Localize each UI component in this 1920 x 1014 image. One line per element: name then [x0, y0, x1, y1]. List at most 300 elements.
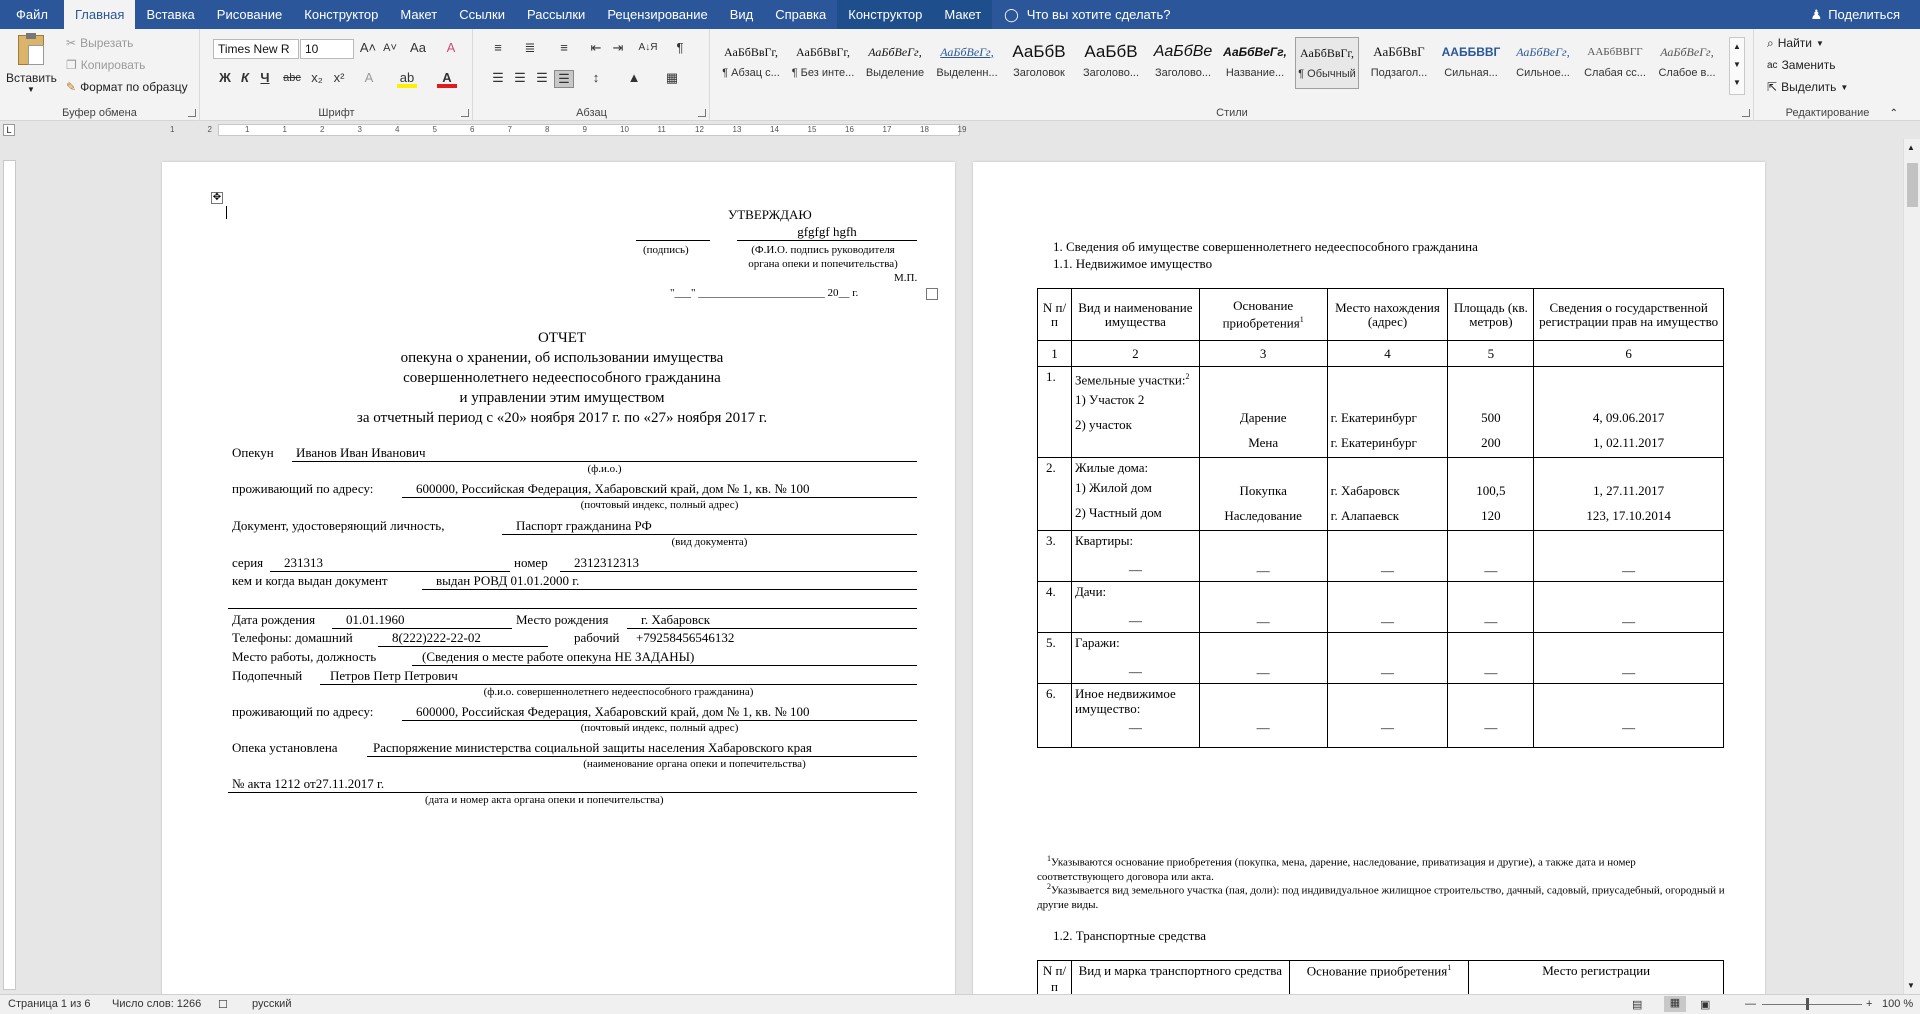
align-left-icon[interactable]: ☰ [492, 70, 504, 85]
phone-home-value: 8(222)222-22-02 [378, 630, 548, 647]
ward-address-label: проживающий по адресу: [232, 704, 374, 719]
property-place-cell [1327, 582, 1448, 633]
style-preview: АаБбВе [1153, 43, 1213, 60]
replace-icon: ac [1767, 59, 1778, 71]
empty-dash: — [1128, 562, 1142, 577]
style-preview: АаБбВеГг, [940, 44, 994, 59]
property-kind: Гаражи: [1074, 635, 1120, 650]
report-subtitle-1: опекуна о хранении, об использовании имущества [400, 350, 724, 366]
property-place-cell [1327, 458, 1448, 531]
style-item[interactable] [719, 37, 783, 89]
table-header-cell [1534, 289, 1724, 341]
word-count[interactable]: Число слов: 1266 [112, 998, 202, 1010]
tab-help[interactable]: Справка [775, 7, 827, 22]
property-area-cell [1448, 582, 1534, 633]
job-label: Место работы, должность [232, 649, 377, 664]
style-preview: АаБбВеГг, [868, 44, 922, 59]
property-kind: Земельные участки: [1074, 372, 1186, 388]
zoom-in-icon[interactable]: + [1866, 998, 1873, 1010]
tab-review[interactable]: Рецензирование [607, 7, 708, 22]
chevron-down-icon: ▼ [27, 85, 35, 94]
guardian-value: Иванов Иван Иванович [292, 445, 917, 462]
print-layout-icon[interactable]: ▦ [1664, 996, 1686, 1012]
ruler-mark: 12 [695, 125, 704, 134]
ruler-mark: 1 [245, 125, 250, 134]
align-center-icon[interactable]: ☰ [514, 70, 526, 85]
italic-button[interactable]: К [241, 70, 249, 85]
tab-view[interactable]: Вид [729, 7, 754, 22]
proofing-icon[interactable]: ☐ [218, 999, 228, 1011]
property-name: 2) Частный дом [1074, 505, 1162, 520]
format-painter-button[interactable] [66, 77, 188, 97]
property-place: г. Хабаровск [1330, 483, 1400, 498]
property-name: 2) участок [1074, 417, 1132, 433]
ruler-mark: 11 [657, 125, 666, 134]
font-color-button[interactable]: A [437, 70, 457, 88]
tab-layout[interactable]: Макет [400, 7, 438, 22]
clipboard-group-label: Буфер обмена [62, 107, 137, 119]
footnote-1-text: Указываются основание приобретения (покупка, мена, дарение, наследование, приватизация и другие), а также дата и номер соответствующего договора или акта. [1037, 856, 1636, 883]
dialog-launcher-icon[interactable] [1742, 109, 1750, 117]
column-number-cell: 1 [1038, 341, 1072, 367]
table-header-cell [1199, 289, 1327, 341]
style-item[interactable] [1295, 37, 1359, 89]
highlight-button[interactable]: ab [397, 70, 417, 88]
report-subtitle-3: и управлении этим имуществом [459, 390, 665, 406]
property-area: 120 [1481, 508, 1501, 523]
find-button[interactable] [1767, 33, 1824, 53]
footnote-mark: 1 [1299, 314, 1304, 324]
read-mode-icon[interactable]: ▤ [1632, 999, 1643, 1011]
empty-dash: — [1484, 563, 1498, 578]
cut-button[interactable] [66, 33, 133, 53]
style-preview: АаБбВеГг, [1223, 45, 1287, 59]
style-name: Сильная... [1444, 67, 1498, 79]
phones-label: Телефоны: домашний [232, 630, 353, 645]
style-preview: ААББВВГ [1441, 45, 1501, 59]
search-icon: ⌕ [1767, 35, 1774, 50]
ward-value: Петров Петр Петрович [320, 668, 917, 685]
underline-button[interactable]: Ч [260, 70, 270, 85]
style-item[interactable] [1511, 37, 1575, 89]
tab-references[interactable]: Ссылки [459, 7, 505, 22]
tab-file[interactable]: Файл [16, 7, 48, 22]
bold-button[interactable]: Ж [219, 70, 231, 85]
column-number-cell: 6 [1534, 341, 1724, 367]
address-note: (почтовый индекс, полный адрес) [580, 499, 739, 511]
status-bar [0, 994, 1920, 1014]
decrease-indent-icon[interactable]: ⇤ [590, 40, 602, 55]
change-case-button[interactable]: Aa [410, 40, 426, 55]
ribbon-tab-bar [0, 0, 1920, 29]
report-subtitle-2: совершеннолетнего недееспособного гражданина [403, 370, 721, 386]
horizontal-ruler[interactable] [0, 121, 1920, 139]
property-kind: Квартиры: [1074, 533, 1134, 548]
copy-icon: ❐ [66, 58, 77, 72]
empty-dash: — [1622, 614, 1636, 629]
style-preview: АаБбВвГг, [795, 44, 850, 59]
dialog-launcher-icon[interactable] [461, 109, 469, 117]
empty-dash: — [1256, 563, 1270, 578]
tab-selector[interactable]: L [3, 124, 15, 136]
empty-dash: — [1622, 665, 1636, 680]
property-place-cell [1327, 633, 1448, 684]
property-reg: 1, 27.11.2017 [1593, 483, 1665, 498]
justify-icon[interactable]: ☰ [554, 70, 574, 88]
property-place-cell [1327, 684, 1448, 748]
cursor-icon: ⇱ [1767, 80, 1778, 94]
vertical-scrollbar[interactable] [1903, 139, 1920, 994]
share-label: Поделиться [1828, 7, 1900, 22]
style-item[interactable] [1583, 37, 1647, 89]
property-area-cell [1448, 458, 1534, 531]
ward-note: (ф.и.о. совершеннолетнего недееспособного гражданина) [483, 686, 754, 698]
empty-dash: — [1256, 614, 1270, 629]
cut-label: Вырезать [80, 36, 134, 50]
style-name: Подзагол... [1370, 67, 1428, 79]
property-area-cell [1448, 684, 1534, 748]
guardian-label: Опекун [232, 445, 274, 460]
property-kind: Жилые дома: [1074, 460, 1149, 475]
approve-heading: УТВЕРЖДАЮ [728, 207, 812, 222]
replace-label: Заменить [1781, 58, 1836, 72]
property-kind-cell [1071, 582, 1199, 633]
tab-table-layout[interactable]: Макет [933, 0, 992, 29]
zoom-level[interactable]: 100 % [1882, 998, 1914, 1010]
style-preview: АаБбВвГг, [1299, 45, 1354, 60]
style-preview: АаБбВвГ [1373, 44, 1425, 59]
language-indicator[interactable]: русский [252, 998, 292, 1010]
paragraph-group [474, 29, 710, 121]
tell-me-text: Что вы хотите сделать? [1026, 7, 1171, 22]
table-row[interactable] [1038, 367, 1724, 458]
footnote-1-mark: 1 [1047, 854, 1051, 863]
mp-stamp: М.П. [894, 272, 918, 284]
empty-dash: — [1128, 720, 1142, 735]
multilevel-list-icon[interactable]: ≡ [560, 40, 568, 55]
property-kind: Дачи: [1074, 584, 1107, 599]
footnote-2 [1037, 880, 1725, 912]
ruler-mark: 4 [395, 125, 400, 134]
table-row[interactable] [1038, 684, 1724, 748]
style-name: ¶ Без инте... [791, 67, 855, 79]
birth-label: Дата рождения [232, 612, 316, 627]
select-label: Выделить [1781, 80, 1837, 94]
ruler-mark: 1 [170, 125, 175, 134]
line-spacing-icon[interactable]: ↕ [592, 70, 600, 85]
row-number-cell: 1. [1038, 367, 1072, 458]
row-number-cell: 6. [1038, 684, 1072, 748]
empty-dash: — [1484, 614, 1498, 629]
style-preview: АаБбВ [1012, 42, 1066, 61]
font-name-select[interactable]: Times New R [213, 39, 299, 59]
ruler-mark: 1 [282, 125, 287, 134]
table-row[interactable] [1038, 531, 1724, 582]
shrink-font-button[interactable]: A˅ [383, 42, 397, 54]
property-kind: Иное недвижимое имущество: [1074, 686, 1176, 716]
property-reg: 123, 17.10.2014 [1586, 508, 1671, 523]
number-label: номер [514, 555, 548, 570]
birthplace-value: г. Хабаровск [627, 612, 917, 629]
footnote-2-mark: 2 [1047, 882, 1051, 891]
custody-note: (наименование органа опеки и попечительства) [583, 758, 806, 770]
ruler-mark: 2 [320, 125, 325, 134]
signature-line [636, 240, 710, 241]
style-preview: АаБбВеГг, [1516, 44, 1570, 59]
property-kind-cell [1071, 458, 1199, 531]
zoom-slider-thumb[interactable] [1806, 998, 1809, 1010]
property-kind-cell [1071, 633, 1199, 684]
birth-value: 01.01.1960 [332, 612, 512, 629]
table-row[interactable] [1038, 458, 1724, 531]
ruler-mark: 7 [507, 125, 512, 134]
strikethrough-button[interactable]: abc [283, 72, 301, 84]
footnote-mark: 2 [1185, 372, 1190, 381]
empty-dash: — [1128, 664, 1142, 679]
approval-date-line: "___" _______________________ 20__ г. [670, 287, 859, 299]
property-kind-cell [1071, 367, 1199, 458]
pilcrow-button[interactable]: ¶ [676, 40, 684, 55]
tab-insert[interactable]: Вставка [146, 7, 195, 22]
style-name: ¶ Абзац с... [722, 67, 780, 79]
styles-group [711, 29, 1754, 121]
font-size-select[interactable]: 10 [300, 39, 354, 59]
property-reg-cell [1534, 531, 1724, 582]
header-text: Основание приобретения [1222, 297, 1300, 331]
ruler-mark: 15 [807, 125, 817, 134]
editing-group [1755, 29, 1900, 121]
tab-home[interactable]: Главная [64, 0, 135, 29]
custody-value: Распоряжение министерства социальной защиты населения Хабаровского края [367, 740, 917, 757]
style-item[interactable] [791, 37, 855, 89]
column-number-row [1038, 341, 1724, 367]
paste-button[interactable] [6, 35, 56, 101]
number-value: 2312312313 [560, 555, 917, 572]
find-label: Найти [1777, 36, 1812, 50]
style-preview: ААБбВВГГ [1587, 46, 1643, 58]
table-row[interactable] [1038, 582, 1724, 633]
property-area: 100,5 [1476, 483, 1506, 498]
web-layout-icon[interactable]: ▣ [1700, 999, 1711, 1011]
style-item[interactable] [1439, 37, 1503, 89]
property-reg-cell [1534, 582, 1724, 633]
style-name: Название... [1225, 67, 1285, 79]
share-button[interactable] [1811, 0, 1900, 29]
style-name: Заголово... [1082, 67, 1140, 79]
collapse-ribbon-icon[interactable]: ⌃ [1889, 108, 1898, 119]
page-count[interactable]: Страница 1 из 6 [8, 998, 91, 1010]
act-note: (дата и номер акта органа опеки и попечительства) [425, 794, 664, 806]
select-button[interactable] [1767, 77, 1848, 97]
document-page-2[interactable] [973, 162, 1765, 1000]
real-estate-table[interactable] [1037, 288, 1724, 748]
tab-mailings[interactable]: Рассылки [526, 7, 586, 22]
ruler-mark: 19 [957, 125, 967, 134]
dialog-launcher-icon[interactable] [698, 109, 706, 117]
replace-button[interactable] [1767, 55, 1836, 75]
style-name: Сильное... [1516, 67, 1570, 79]
property-place-cell [1327, 531, 1448, 582]
superscript-button[interactable]: x² [333, 70, 345, 85]
property-basis-cell [1199, 684, 1327, 748]
copy-label: Копировать [80, 58, 146, 72]
scroll-thumb[interactable] [1907, 163, 1918, 207]
ruler-mark: 9 [582, 125, 587, 134]
table-header-cell [1448, 289, 1534, 341]
empty-dash: — [1484, 665, 1498, 680]
tell-me-box[interactable] [1004, 7, 1170, 23]
zoom-slider[interactable] [1762, 1004, 1862, 1005]
tab-design[interactable]: Конструктор [304, 7, 379, 22]
tab-table-design[interactable]: Конструктор [837, 0, 933, 29]
ruler-mark: 17 [882, 125, 892, 134]
paste-label: Вставить [6, 71, 57, 85]
table-header-cell [1071, 289, 1199, 341]
custody-label: Опека установлена [232, 740, 338, 755]
property-basis: Мена [1248, 435, 1279, 450]
section-1-heading: 1. Сведения об имуществе совершеннолетнего недееспособного гражданина [1053, 239, 1478, 254]
table-move-handle-icon[interactable]: ✥ [212, 192, 222, 203]
editing-group-label: Редактирование [1785, 107, 1870, 119]
footnote-mark: 1 [1447, 963, 1452, 972]
property-area: 200 [1481, 435, 1501, 450]
ward-address-note: (почтовый индекс, полный адрес) [580, 722, 739, 734]
style-item[interactable] [863, 37, 927, 89]
style-item[interactable] [1223, 37, 1287, 89]
header-text: Вид и наименование имущества [1078, 299, 1193, 329]
grow-font-button[interactable]: A˄ [359, 40, 377, 55]
row-number-cell: 2. [1038, 458, 1072, 531]
style-item[interactable] [1079, 37, 1143, 89]
property-area-cell [1448, 531, 1534, 582]
blank-line [228, 608, 917, 609]
clipboard-group [0, 29, 200, 121]
scroll-down-icon[interactable]: ▼ [1907, 981, 1915, 990]
numbering-icon[interactable]: ≣ [524, 40, 536, 55]
table-header-cell: Вид и марка транспортного средства [1071, 961, 1289, 1001]
align-right-icon[interactable]: ☰ [536, 70, 548, 85]
vertical-ruler[interactable] [3, 160, 16, 990]
header-text: Площадь (кв. метров) [1453, 299, 1528, 329]
scroll-up-icon[interactable]: ▲ [1907, 143, 1915, 152]
dialog-launcher-icon[interactable] [188, 109, 196, 117]
empty-dash: — [1622, 563, 1636, 578]
guardian-note: (ф.и.о.) [587, 463, 622, 475]
property-area: 500 [1481, 410, 1501, 425]
property-basis: Дарение [1239, 410, 1287, 425]
ward-address-value: 600000, Российская Федерация, Хабаровский край, дом № 1, кв. № 100 [402, 704, 917, 721]
clear-formatting-icon[interactable]: A [446, 40, 456, 55]
document-page-1[interactable] [162, 162, 955, 1000]
fio-caption-1: (Ф.И.О. подпись руководителя [751, 244, 895, 256]
report-period: за отчетный период с «20» ноября 2017 г. по «27» ноября 2017 г. [356, 410, 768, 426]
column-number-cell: 3 [1199, 341, 1327, 367]
property-reg-cell [1534, 458, 1724, 531]
style-name: Слабое в... [1658, 67, 1716, 79]
property-place: г. Екатеринбург [1330, 435, 1417, 450]
chevron-down-icon: ▼ [1815, 38, 1824, 48]
footnote-2-text: Указывается вид земельного участка (пая, доли): под индивидуальное жилищное строительство, дачный, садовый, приусадебный, огородный и другие виды. [1037, 884, 1725, 911]
empty-dash: — [1484, 720, 1498, 735]
style-name: Выделенн... [936, 67, 998, 79]
style-preview: АаБбВ [1084, 42, 1138, 61]
font-group-label: Шрифт [318, 107, 355, 119]
ruler-mark: 6 [470, 125, 475, 134]
ruler-mark: 16 [845, 125, 854, 134]
table-row[interactable] [1038, 633, 1724, 684]
property-reg-cell [1534, 684, 1724, 748]
property-basis-cell [1199, 367, 1327, 458]
increase-indent-icon[interactable]: ⇥ [612, 40, 624, 55]
signature-caption: (подпись) [643, 244, 689, 256]
job-value: (Сведения о месте работе опекуна НЕ ЗАДАНЫ) [412, 649, 917, 666]
tab-draw[interactable]: Рисование [216, 7, 283, 22]
section-1-1-heading: 1.1. Недвижимое имущество [1053, 256, 1213, 271]
property-kind-cell [1071, 684, 1199, 748]
property-kind-cell [1071, 531, 1199, 582]
style-item[interactable] [1655, 37, 1719, 89]
document-value: Паспорт гражданина РФ [502, 518, 917, 535]
issued-label: кем и когда выдан документ [232, 573, 388, 588]
style-item[interactable] [1151, 37, 1215, 89]
property-place: г. Алапаевск [1330, 508, 1400, 523]
table-header-cell [1327, 289, 1448, 341]
style-item[interactable] [1367, 37, 1431, 89]
shading-icon[interactable]: ▲ [627, 70, 641, 85]
checkbox-icon[interactable] [926, 288, 938, 300]
birthplace-label: Место рождения [516, 612, 609, 627]
fio-caption-2: органа опеки и попечительства) [748, 258, 898, 270]
address-label: проживающий по адресу: [232, 481, 374, 496]
bullets-icon[interactable]: ≡ [494, 40, 502, 55]
scissors-icon: ✂ [66, 36, 77, 50]
ruler-mark: 18 [920, 125, 929, 134]
copy-button[interactable] [66, 55, 145, 75]
chevron-down-icon: ▼ [1840, 82, 1849, 92]
work-phone-label: рабочий [574, 630, 620, 645]
phone-work-value: +79258456546132 [636, 630, 735, 645]
format-painter-label: Формат по образцу [80, 80, 188, 94]
property-basis-cell [1199, 531, 1327, 582]
style-name: Заголово... [1154, 67, 1212, 79]
subscript-button[interactable]: x₂ [311, 70, 323, 85]
sort-button[interactable]: А↓Я [638, 42, 658, 53]
ruler-mark: 14 [770, 125, 779, 134]
header-text: Место нахождения (адрес) [1335, 299, 1440, 329]
zoom-out-icon[interactable]: — [1745, 998, 1756, 1010]
empty-dash: — [1256, 665, 1270, 680]
borders-icon[interactable]: ▦ [665, 70, 679, 85]
empty-dash: — [1381, 563, 1395, 578]
property-name: 1) Участок 2 [1074, 392, 1145, 408]
property-place: г. Екатеринбург [1330, 410, 1417, 425]
series-value: 231313 [270, 555, 510, 572]
column-number-cell: 4 [1327, 341, 1448, 367]
property-area-cell [1448, 367, 1534, 458]
property-area-cell [1448, 633, 1534, 684]
address-value: 600000, Российская Федерация, Хабаровский край, дом № 1, кв. № 100 [402, 481, 917, 498]
table-header-cell: N п/п [1038, 961, 1072, 1001]
gallery-scroll[interactable]: ▲ ▼ ▼ [1729, 37, 1745, 95]
section-1-2-heading: 1.2. Транспортные средства [1053, 928, 1207, 943]
style-name: Выделение [865, 67, 925, 79]
lightbulb-icon: ◯ [1004, 6, 1019, 22]
empty-dash: — [1381, 614, 1395, 629]
property-name: 1) Жилой дом [1074, 480, 1152, 495]
text-effects-icon[interactable]: A [364, 70, 374, 85]
style-item[interactable] [1007, 37, 1071, 89]
style-item[interactable] [935, 37, 999, 89]
